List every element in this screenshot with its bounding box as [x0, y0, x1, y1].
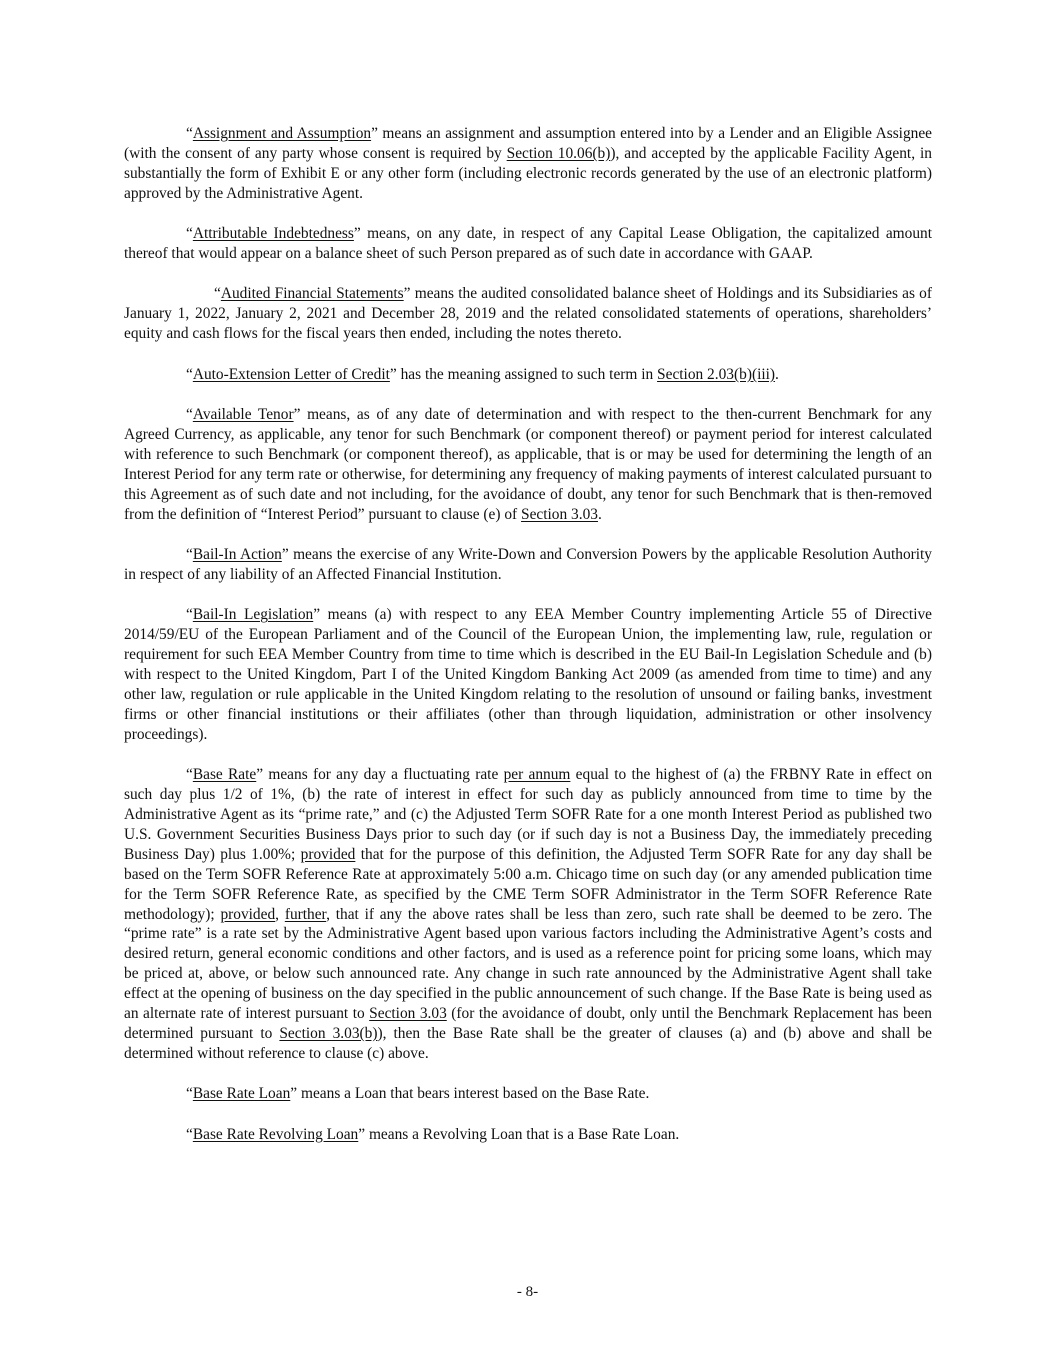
definition-assignment-and-assumption: “Assignment and Assumption” means an assignment and assumption entered into by a Lender and an Eligible Assignee (with the consent of any party whose consent is required by Section 10.06(b)), and accepted by the applicable Facility Agent, in substantially the form of Exhibit E or any other form (including electronic records generated by the use of an electronic platform) approved by the Administrative Agent.	[124, 125, 933, 202]
defined-term: Assignment and Assumption	[192, 125, 372, 142]
section-reference: Section 3.03	[521, 505, 598, 523]
definition-bail-in-action: “Bail-In Action” means the exercise of any Write-Down and Conversion Powers by the applicable Resolution Authority in respect of any liability of an Affected Financial Institution.	[124, 546, 933, 583]
section-reference: Section 3.03	[369, 1005, 447, 1023]
defined-term: Available Tenor	[192, 406, 294, 424]
section-reference: Section 2.03(b)(iii)	[657, 365, 776, 383]
proviso-term: provided	[300, 845, 356, 863]
definition-attributable-indebtedness: “Attributable Indebtedness” means, on any date, in respect of any Capital Lease Obligation, the capitalized amount thereof that would appear on a balance sheet of such Person prepared as of such date in accordance with GAAP.	[124, 225, 932, 263]
definition-auto-extension-letter-of-credit: “Auto-Extension Letter of Credit” has the meaning assigned to such term in Section 2.03(b)(iii).	[186, 365, 779, 383]
definition-audited-financial-statements: “Audited Financial Statements” means the audited consolidated balance sheet of Holdings and its Subsidiaries as of January 1, 2022, January 2, 2021 and December 28, 2019 and the related consolidated statements of operations, shareholders’ equity and cash flows for the fiscal years then ended, including the notes thereto.	[124, 285, 932, 343]
defined-term: Bail-In Action	[192, 546, 282, 563]
definition-base-rate-revolving-loan: “Base Rate Revolving Loan” means a Revolving Loan that is a Base Rate Loan.	[186, 1125, 680, 1143]
defined-term: Attributable Indebtedness	[192, 225, 354, 243]
definition-base-rate-loan: “Base Rate Loan” means a Loan that bears interest based on the Base Rate.	[186, 1085, 650, 1103]
defined-term: Base Rate Loan	[192, 1085, 291, 1103]
proviso-term: provided	[220, 905, 276, 923]
page-number: - 8-	[516, 1284, 539, 1300]
defined-term: Base Rate	[192, 766, 257, 784]
defined-term: Base Rate Revolving Loan	[192, 1125, 359, 1143]
definition-bail-in-legislation: “Bail-In Legislation” means (a) with respect to any EEA Member Country implementing Article 55 of Directive 2014/59/EU of the European Parliament and of the Council of the European Union, the implementing law, rule, regulation or requirement for such EEA Member Country from time to time which is described in the EU Bail-In Legislation Schedule and (b) with respect to the United Kingdom, Part I of the United Kingdom Banking Act 2009 (as amended from time to time) and any other law, regulation or rule applicable in the United Kingdom relating to the resolution of unsound or failing banks, investment firms or other financial institutions or their affiliates (other than through liquidation, administration or other insolvency proceedings).	[124, 606, 932, 743]
proviso-term: further	[284, 905, 327, 923]
section-reference: Section 3.03(b)	[279, 1024, 378, 1042]
definitions-body	[124, 124, 932, 1165]
defined-term: Audited Financial Statements	[220, 285, 404, 303]
defined-term: Auto-Extension Letter of Credit	[192, 365, 390, 383]
definition-base-rate: “Base Rate” means for any day a fluctuating rate per annum equal to the highest of (a) the FRBNY Rate in effect on such day plus 1/2 of 1%, (b) the rate of interest in effect for such day as publicly announced from time to time by the Administrative Agent as its “prime rate,” and (c) the Adjusted Term SOFR Rate for a one month Interest Period as published two U.S. Government Securities Business Days prior to such day (or if such day is not a Business Day, the immediately preceding Business Day) plus 1.00%; provided that for the purpose of this definition, the Adjusted Term SOFR Rate for any day shall be based on the Term SOFR Reference Rate at approximately 5:00 a.m. Chicago time on such day (or any amended publication time for the Term SOFR Reference Rate, as specified by the CME Term SOFR Administrator in the Term SOFR Reference Rate methodology); provided, further, that if any the above rates shall be less than zero, such rate shall be deemed to be zero. The “prime rate” is a rate set by the Administrative Agent based upon various factors including the Administrative Agent’s costs and desired return, general economic conditions and other factors, and is used as a reference point for pricing some loans, which may be priced at, above, or below such announced rate. Any change in such rate announced by the Administrative Agent shall take effect at the opening of business on the day specified in the public announcement of such change. If the Base Rate is being used as an alternate rate of interest pursuant to Section 3.03 (for the avoidance of doubt, only until the Benchmark Replacement has been determined pursuant to Section 3.03(b)), then the Base Rate shall be the greater of clauses (a) and (b) above and shall be determined without reference to clause (c) above.	[124, 766, 933, 1062]
section-reference: Section 10.06(b)	[506, 144, 611, 162]
definition-available-tenor: “Available Tenor” means, as of any date of determination and with respect to the then-current Benchmark for any Agreed Currency, as applicable, any tenor for such Benchmark (or component thereof) or payment period for interest calculated with reference to such Benchmark (or component thereof), as applicable, that is or may be used for determining the length of an Interest Period for any term rate or otherwise, for determining any frequency of making payments of interest calculated pursuant to this Agreement as of such date and not including, for the avoidance of doubt, any tenor for such Benchmark that is then-removed from the definition of “Interest Period” pursuant to clause (e) of Section 3.03.	[124, 406, 932, 523]
defined-term: Bail-In Legislation	[192, 606, 314, 624]
latin-term: per annum	[503, 766, 571, 784]
